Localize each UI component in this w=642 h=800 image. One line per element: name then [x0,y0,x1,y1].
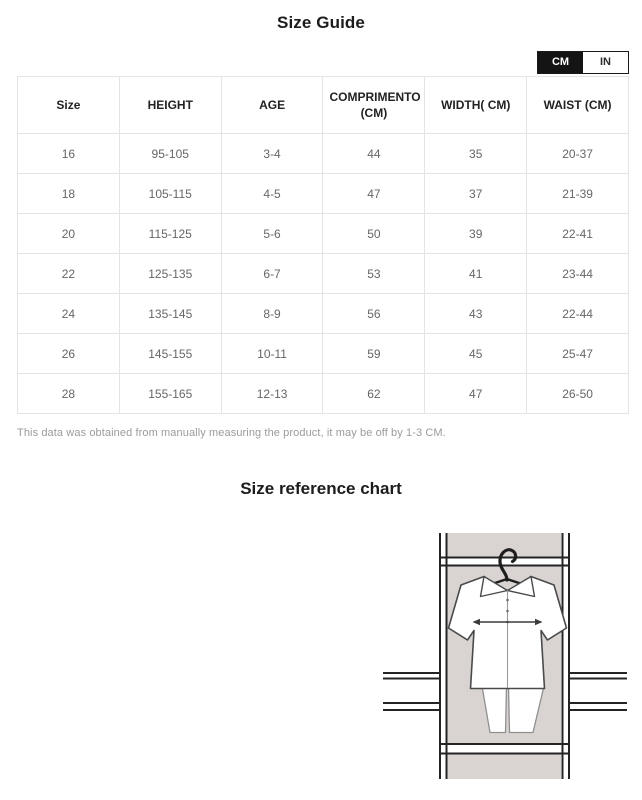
table-cell: 26-50 [527,374,629,414]
header-row [18,77,629,134]
table-cell: 26 [18,334,120,374]
header-cell-size: Size [18,77,120,134]
table-cell: 135-145 [119,294,221,334]
table-cell: 10-11 [221,334,323,374]
table-cell: 3-4 [221,134,323,174]
table-cell: 20 [18,214,120,254]
table-cell: 22 [18,254,120,294]
table-cell: 62 [323,374,425,414]
table-row [18,334,629,374]
size-table-body [18,134,629,414]
table-cell: 21-39 [527,174,629,214]
table-cell: 145-155 [119,334,221,374]
table-cell: 18 [18,174,120,214]
header-cell-width: WIDTH( CM) [425,77,527,134]
table-cell: 115-125 [119,214,221,254]
size-table [17,76,629,414]
unit-cm-button[interactable]: CM [538,52,583,73]
table-cell: 45 [425,334,527,374]
table-cell: 95-105 [119,134,221,174]
table-cell: 37 [425,174,527,214]
table-cell: 44 [323,134,425,174]
page-title: Size Guide [277,13,365,32]
table-cell: 22-41 [527,214,629,254]
table-cell: 105-115 [119,174,221,214]
table-cell: 20-37 [527,134,629,174]
table-cell: 50 [323,214,425,254]
table-cell: 5-6 [221,214,323,254]
size-table-header [18,77,629,134]
table-cell: 155-165 [119,374,221,414]
table-cell: 47 [323,174,425,214]
table-cell: 23-44 [527,254,629,294]
table-cell: 53 [323,254,425,294]
table-cell: 125-135 [119,254,221,294]
measurement-disclaimer: This data was obtained from manually measuring the product, it may be off by 1-3 CM. [17,427,446,439]
table-cell: 35 [425,134,527,174]
table-cell: 39 [425,214,527,254]
header-cell-height: HEIGHT [119,77,221,134]
table-cell: 8-9 [221,294,323,334]
table-row [18,214,629,254]
table-cell: 41 [425,254,527,294]
table-row [18,134,629,174]
table-cell: 6-7 [221,254,323,294]
header-cell-age: AGE [221,77,323,134]
table-row [18,174,629,214]
table-cell: 12-13 [221,374,323,414]
table-cell: 22-44 [527,294,629,334]
table-cell: 25-47 [527,334,629,374]
table-cell: 43 [425,294,527,334]
size-reference-chart-title: Size reference chart [240,479,402,498]
pants-graphic [482,686,544,733]
table-row [18,254,629,294]
wardrobe-shirt-illustration [383,533,627,779]
table-cell: 56 [323,294,425,334]
size-reference-illustration [383,533,627,779]
table-row [18,374,629,414]
table-cell: 24 [18,294,120,334]
unit-in-button[interactable]: IN [583,52,628,73]
header-cell-waist: WAIST (CM) [527,77,629,134]
table-cell: 4-5 [221,174,323,214]
table-cell: 47 [425,374,527,414]
header-cell-comprimento: COMPRIMENTO (CM) [323,77,425,134]
table-cell: 28 [18,374,120,414]
table-row [18,294,629,334]
table-cell: 59 [323,334,425,374]
table-cell: 16 [18,134,120,174]
unit-toggle [537,51,629,74]
